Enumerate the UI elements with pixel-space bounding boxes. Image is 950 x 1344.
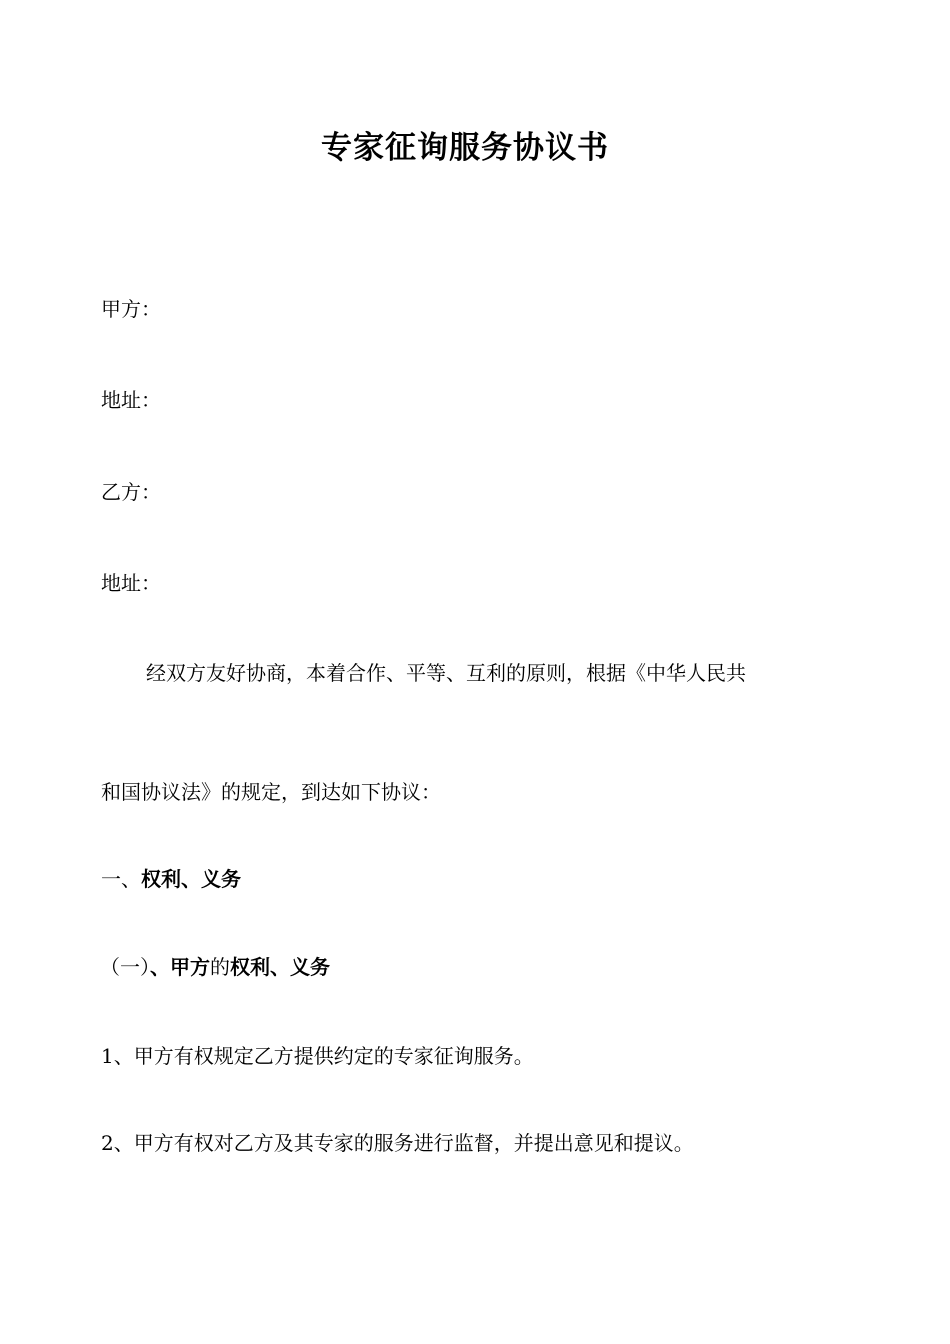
party-a-label: 甲方： [101, 297, 161, 321]
section-heading-rights-duties [101, 865, 241, 893]
subsection-connector: 的 [210, 955, 230, 979]
party-b-address-label: 地址： [101, 571, 161, 595]
subsection-party: 甲方 [170, 955, 210, 979]
document-title: 专家征询服务协议书 [321, 130, 609, 166]
preamble-line-2: 和国协议法》的规定，到达如下协议： [101, 780, 441, 804]
section-number: 一、 [101, 867, 141, 891]
party-a-address-label: 地址： [101, 388, 161, 412]
clause-item-2: 2、甲方有权对乙方及其专家的服务进行监督，并提出意见和提议。 [101, 1131, 694, 1155]
clause-item-1: 1、甲方有权规定乙方提供约定的专家征询服务。 [101, 1044, 534, 1068]
subsection-heading-party-a [100, 953, 330, 981]
party-b-label: 乙方： [101, 480, 161, 504]
subsection-number: （一） [100, 955, 150, 979]
preamble-line-1: 经双方友好协商，本着合作、平等、互利的原则，根据《中华人民共 [146, 661, 746, 685]
subsection-title: 权利、义务 [230, 955, 330, 979]
subsection-separator: 、 [150, 955, 170, 979]
section-title: 权利、义务 [141, 867, 241, 891]
